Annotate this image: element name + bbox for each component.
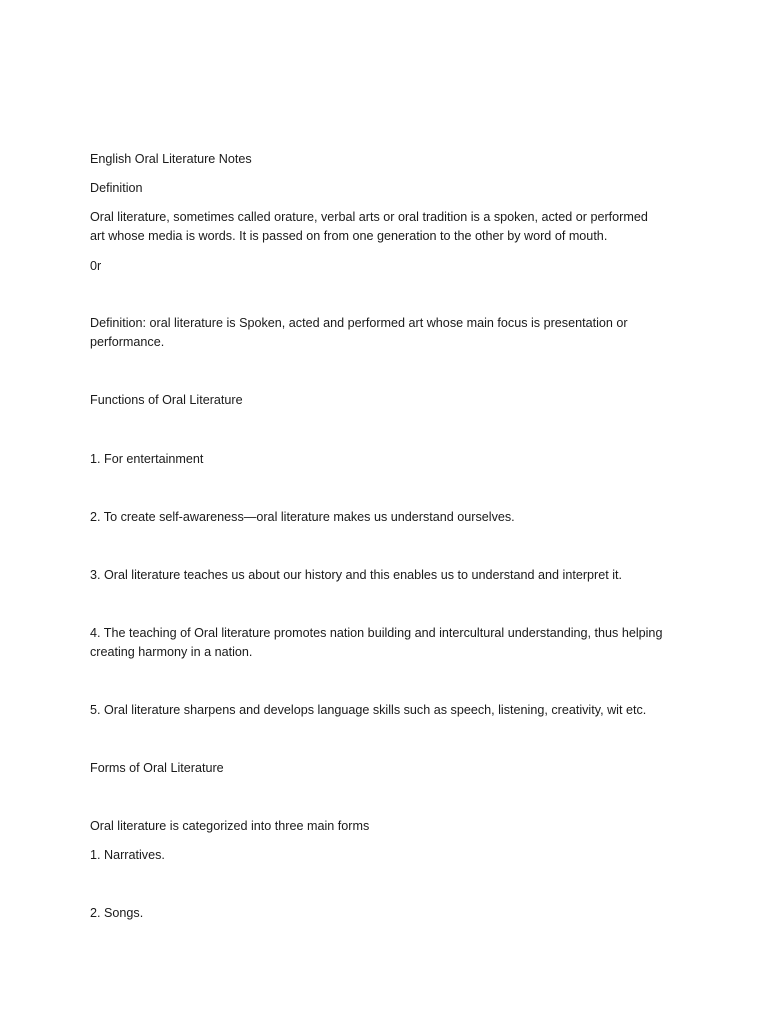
document-title: English Oral Literature Notes	[90, 152, 252, 166]
definition-alt-paragraph: Definition: oral literature is Spoken, acted and performed art whose main focus is presentation or performance.	[90, 316, 628, 349]
definition-heading: Definition	[90, 181, 143, 195]
function-item-3: 3. Oral literature teaches us about our history and this enables us to understand and interpret it.	[90, 568, 623, 582]
function-item-1: 1. For entertainment	[90, 452, 204, 466]
functions-heading: Functions of Oral Literature	[90, 393, 243, 407]
or-text: 0r	[90, 259, 102, 273]
function-item-2: 2. To create self-awareness—oral literature makes us understand ourselves.	[90, 510, 515, 524]
function-item-5: 5. Oral literature sharpens and develops language skills such as speech, listening, creativity, wit etc.	[90, 703, 647, 717]
function-item-4: 4. The teaching of Oral literature promotes nation building and intercultural understanding, thus helping creating harmony in a nation.	[90, 626, 663, 659]
definition-paragraph: Oral literature, sometimes called orature, verbal arts or oral tradition is a spoken, acted or performed art whose media is words. It is passed on from one generation to the other by word of mouth.	[90, 210, 648, 243]
forms-intro: Oral literature is categorized into three main forms	[90, 819, 370, 833]
form-item-1: 1. Narratives.	[90, 848, 165, 862]
form-item-2: 2. Songs.	[90, 906, 144, 920]
forms-heading: Forms of Oral Literature	[90, 761, 224, 775]
